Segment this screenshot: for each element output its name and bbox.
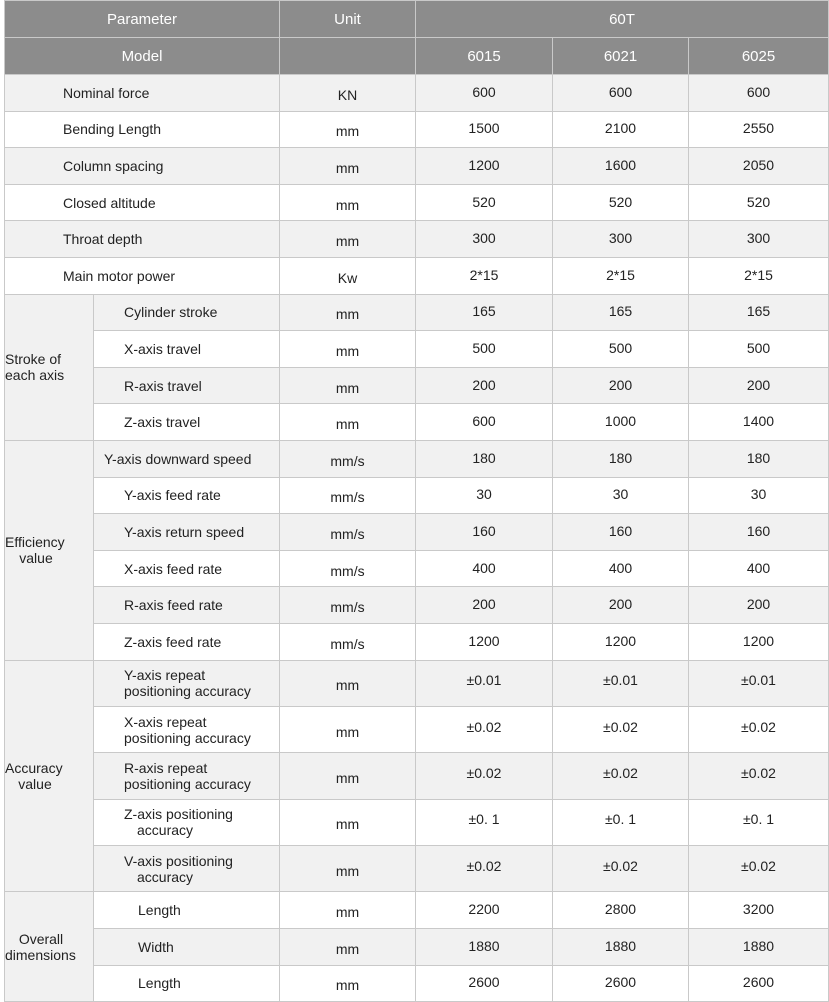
table-row: [5, 892, 829, 929]
row-label: Throat depth: [5, 221, 280, 258]
row-label: Bending Length: [5, 111, 280, 148]
row-value: 1200: [416, 148, 553, 185]
row-value: 3200: [689, 892, 829, 929]
row-value: 165: [689, 294, 829, 331]
row-unit: Kw: [280, 257, 416, 294]
table-row: [5, 477, 829, 514]
row-value: 500: [689, 331, 829, 368]
table-row: [5, 846, 829, 892]
table-row: [5, 929, 829, 966]
row-value: 1200: [553, 623, 689, 660]
row-unit: mm: [280, 660, 416, 706]
row-value: 180: [553, 440, 689, 477]
row-value: 165: [416, 294, 553, 331]
row-value: 30: [689, 477, 829, 514]
row-label: X-axis travel: [94, 331, 280, 368]
row-value: 200: [553, 367, 689, 404]
row-value: 1200: [416, 623, 553, 660]
row-value: 2600: [553, 965, 689, 1002]
row-label: Z-axis feed rate: [94, 623, 280, 660]
group-label-line: Accuracy: [5, 759, 63, 776]
table-row: [5, 221, 829, 258]
row-label-line: accuracy: [137, 868, 194, 885]
header-model-label: Model: [5, 38, 280, 75]
table-row: [5, 294, 829, 331]
row-label: Main motor power: [5, 257, 280, 294]
row-value: 180: [416, 440, 553, 477]
table-row: [5, 799, 829, 845]
table-row: [5, 440, 829, 477]
row-unit: mm: [280, 294, 416, 331]
row-value: ±0.01: [553, 660, 689, 706]
row-value: ±0. 1: [416, 799, 553, 845]
header-series: 60T: [416, 1, 829, 38]
row-unit: mm/s: [280, 477, 416, 514]
row-label: [94, 660, 280, 706]
row-value: ±0.02: [553, 846, 689, 892]
row-value: 2*15: [689, 257, 829, 294]
row-value: 165: [553, 294, 689, 331]
header-unit: Unit: [280, 1, 416, 38]
row-value: ±0.02: [416, 846, 553, 892]
row-value: 200: [416, 367, 553, 404]
table-row: [5, 75, 829, 112]
row-value: 160: [553, 514, 689, 551]
row-value: 600: [689, 75, 829, 112]
row-value: 520: [416, 184, 553, 221]
spec-table: [4, 0, 829, 1002]
row-label-line: X-axis repeat: [124, 713, 207, 730]
row-value: 200: [689, 587, 829, 624]
row-label: Length: [94, 965, 280, 1002]
row-unit: mm/s: [280, 623, 416, 660]
table-row: [5, 753, 829, 799]
table-row: [5, 623, 829, 660]
group-label-line: value: [18, 775, 52, 792]
row-unit: mm: [280, 929, 416, 966]
row-value: 520: [553, 184, 689, 221]
row-label: Column spacing: [5, 148, 280, 185]
group-label-stroke: [5, 294, 94, 440]
row-label: Y-axis feed rate: [94, 477, 280, 514]
row-value: 30: [416, 477, 553, 514]
row-value: 600: [416, 404, 553, 441]
row-value: ±0.01: [689, 660, 829, 706]
row-value: 300: [553, 221, 689, 258]
header-row: [5, 1, 829, 38]
header-model-unit-blank: [280, 38, 416, 75]
row-label: Y-axis return speed: [94, 514, 280, 551]
row-label: Z-axis travel: [94, 404, 280, 441]
row-value: 2*15: [416, 257, 553, 294]
group-label-accuracy: [5, 660, 94, 892]
row-value: ±0.02: [416, 706, 553, 752]
group-label-line: each axis: [5, 367, 65, 384]
row-unit: mm: [280, 148, 416, 185]
row-unit: mm/s: [280, 440, 416, 477]
table-row: [5, 660, 829, 706]
row-label: Cylinder stroke: [94, 294, 280, 331]
table-row: [5, 331, 829, 368]
row-value: 2600: [416, 965, 553, 1002]
row-value: 1600: [553, 148, 689, 185]
row-value: 600: [553, 75, 689, 112]
row-unit: mm: [280, 799, 416, 845]
header-parameter: Parameter: [5, 1, 280, 38]
row-label-line: R-axis repeat: [124, 759, 208, 776]
group-label-line: Efficiency: [5, 534, 65, 551]
header-model-6025: 6025: [689, 38, 829, 75]
row-value: 400: [416, 550, 553, 587]
row-label-line: positioning accuracy: [124, 775, 251, 792]
row-unit: KN: [280, 75, 416, 112]
row-unit: mm: [280, 111, 416, 148]
row-value: ±0.02: [553, 753, 689, 799]
row-label: R-axis travel: [94, 367, 280, 404]
row-value: 500: [553, 331, 689, 368]
row-label: [94, 799, 280, 845]
table-row: [5, 404, 829, 441]
row-unit: mm: [280, 331, 416, 368]
row-label-line: Y-axis repeat: [124, 667, 206, 684]
row-value: 200: [416, 587, 553, 624]
row-label-line: V-axis positioning: [124, 852, 233, 869]
table-row: [5, 706, 829, 752]
row-label-line: Z-axis positioning: [124, 806, 233, 823]
row-unit: mm: [280, 221, 416, 258]
table-row: [5, 257, 829, 294]
row-unit: mm: [280, 965, 416, 1002]
row-unit: mm: [280, 753, 416, 799]
row-value: 600: [416, 75, 553, 112]
group-label-line: dimensions: [5, 946, 76, 963]
row-value: ±0.02: [689, 706, 829, 752]
row-unit: mm/s: [280, 514, 416, 551]
row-value: ±0.02: [553, 706, 689, 752]
row-value: 180: [689, 440, 829, 477]
row-label-line: positioning accuracy: [124, 683, 251, 700]
row-value: ±0.02: [416, 753, 553, 799]
row-value: 1400: [689, 404, 829, 441]
row-value: 200: [689, 367, 829, 404]
row-value: 2*15: [553, 257, 689, 294]
row-value: ±0.02: [689, 753, 829, 799]
row-value: 2800: [553, 892, 689, 929]
table-row: [5, 550, 829, 587]
row-value: 160: [416, 514, 553, 551]
table-row: [5, 965, 829, 1002]
row-value: 1880: [553, 929, 689, 966]
row-value: 30: [553, 477, 689, 514]
row-unit: mm: [280, 184, 416, 221]
header-model-6015: 6015: [416, 38, 553, 75]
group-label-dimensions: [5, 892, 94, 1002]
row-value: 200: [553, 587, 689, 624]
table-row: [5, 367, 829, 404]
row-label: [94, 753, 280, 799]
row-label: Nominal force: [5, 75, 280, 112]
table-row: [5, 184, 829, 221]
row-value: 300: [689, 221, 829, 258]
row-unit: mm: [280, 846, 416, 892]
row-unit: mm: [280, 367, 416, 404]
table-row: [5, 148, 829, 185]
row-label: X-axis feed rate: [94, 550, 280, 587]
row-value: 1500: [416, 111, 553, 148]
table-row: [5, 111, 829, 148]
row-value: 500: [416, 331, 553, 368]
row-unit: mm: [280, 404, 416, 441]
row-unit: mm/s: [280, 550, 416, 587]
row-value: 2600: [689, 965, 829, 1002]
model-row: [5, 38, 829, 75]
row-value: 1200: [689, 623, 829, 660]
row-label-line: positioning accuracy: [124, 729, 251, 746]
row-value: 2200: [416, 892, 553, 929]
row-value: 2550: [689, 111, 829, 148]
group-label-efficiency: [5, 440, 94, 660]
row-value: 160: [689, 514, 829, 551]
row-value: 1880: [689, 929, 829, 966]
row-unit: mm/s: [280, 587, 416, 624]
row-label: Width: [94, 929, 280, 966]
row-label: [94, 846, 280, 892]
row-unit: mm: [280, 706, 416, 752]
row-value: ±0.02: [689, 846, 829, 892]
row-label: Y-axis downward speed: [94, 440, 280, 477]
row-label-line: accuracy: [137, 822, 194, 839]
row-label: Length: [94, 892, 280, 929]
group-label-line: Overall: [18, 930, 64, 947]
row-value: 300: [416, 221, 553, 258]
row-value: 400: [689, 550, 829, 587]
group-label-line: value: [19, 550, 53, 567]
row-value: ±0. 1: [553, 799, 689, 845]
header-model-6021: 6021: [553, 38, 689, 75]
row-unit: mm: [280, 892, 416, 929]
row-value: 400: [553, 550, 689, 587]
group-label-line: Stroke of: [5, 351, 62, 368]
row-label: Closed altitude: [5, 184, 280, 221]
table-row: [5, 514, 829, 551]
table-row: [5, 587, 829, 624]
row-value: 1000: [553, 404, 689, 441]
row-label: [94, 706, 280, 752]
row-label: R-axis feed rate: [94, 587, 280, 624]
row-value: 2050: [689, 148, 829, 185]
row-value: ±0. 1: [689, 799, 829, 845]
row-value: 520: [689, 184, 829, 221]
row-value: 1880: [416, 929, 553, 966]
row-value: 2100: [553, 111, 689, 148]
row-value: ±0.01: [416, 660, 553, 706]
